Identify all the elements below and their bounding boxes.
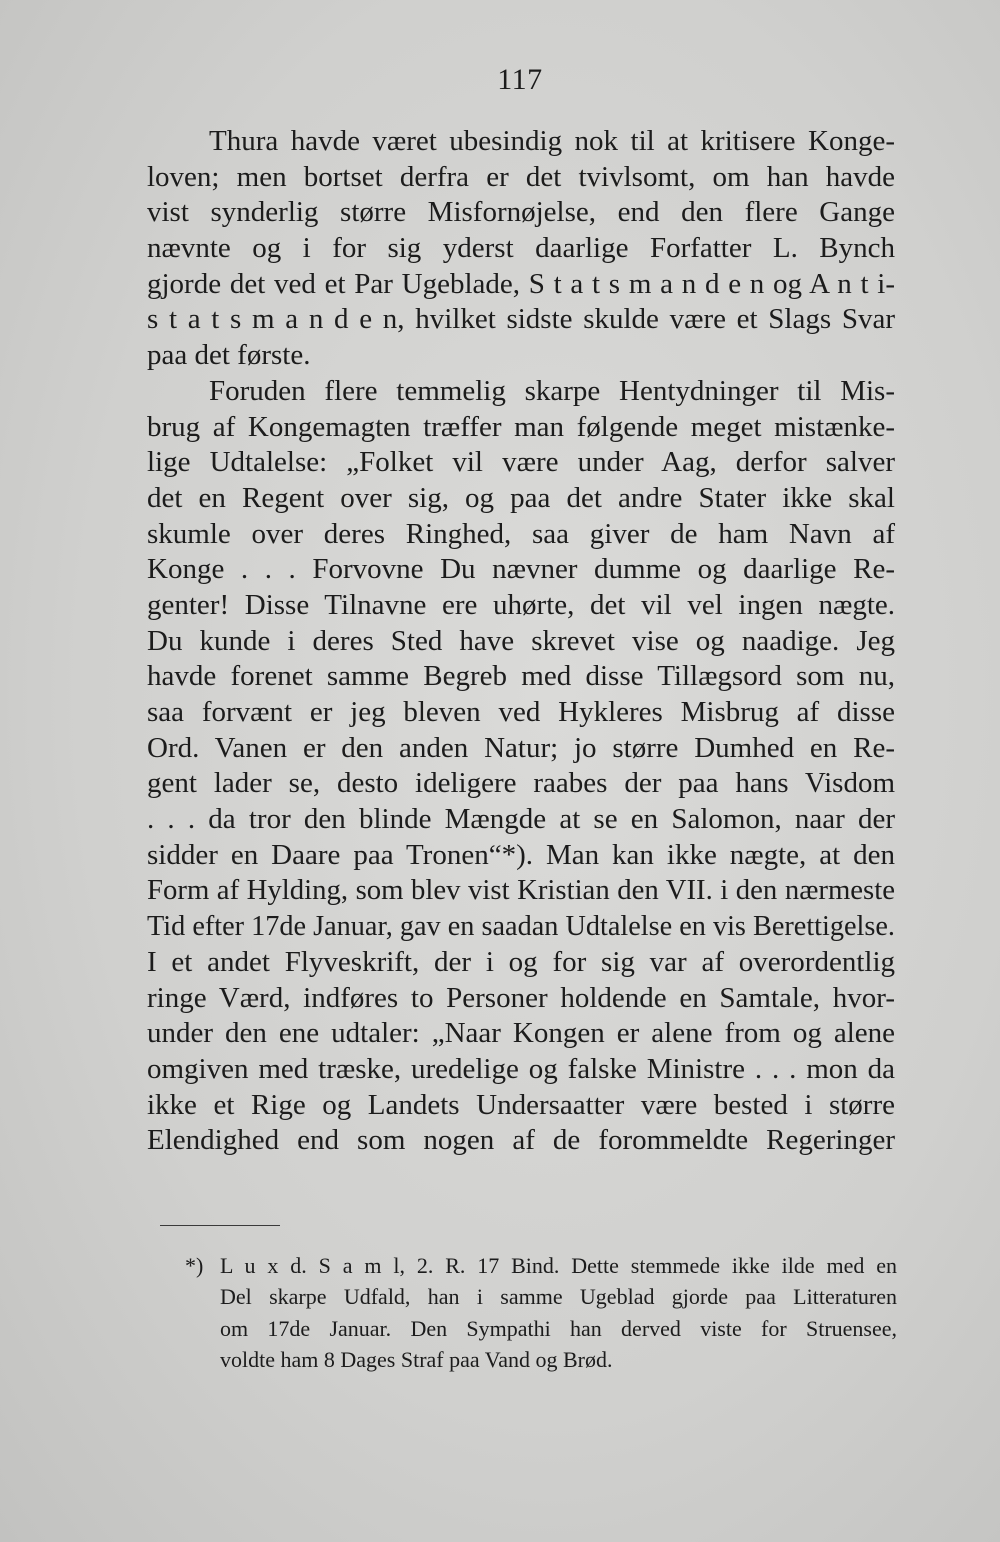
text-line: gjorde det ved et Par Ugeblade, S t a t s m a n d e n og A n t i- (147, 267, 895, 300)
text-line: Form af Hylding, som blev vist Kristian den VII. i den nærmeste (147, 874, 895, 907)
text-line: . . . da tror den blinde Mængde at se en Salomon, naar der (147, 803, 895, 836)
text-line: genter! Disse Tilnavne ere uhørte, det vil vel ingen nægte. (147, 588, 895, 621)
text-line: brug af Kongemagten træffer man følgende meget mistænke- (147, 410, 895, 443)
text-line: gent lader se, desto ideligere raabes der paa hans Visdom (147, 767, 895, 800)
text-line: Elendighed end som nogen af de forommeldte Regeringer (147, 1124, 895, 1157)
text-line: Tid efter 17de Januar, gav en saadan Udtalelse en vis Berettigelse. (147, 911, 895, 943)
text-line: under den ene udtaler: „Naar Kongen er alene from og alene (147, 1017, 895, 1050)
footnote-line (185, 1250, 897, 1281)
text-line: vist synderlig større Misfornøjelse, end den flere Gange (147, 196, 895, 229)
text-line: loven; men bortset derfra er det tvivlsomt, om han havde (147, 160, 895, 193)
text-line: paa det første. (147, 339, 311, 372)
body-text (147, 124, 895, 1159)
footnote-line: voldte ham 8 Dages Straf paa Vand og Brød. (220, 1346, 613, 1372)
text-line: omgiven med træske, uredelige og falske Ministre . . . mon da (147, 1052, 895, 1085)
footnote-line-text: L u x d. S a m l, 2. R. 17 Bind. Dette stemmede ikke ilde med en (220, 1253, 897, 1278)
text-line: saa forvænt er jeg bleven ved Hykleres Misbrug af disse (147, 696, 895, 728)
text-line: sidder en Daare paa Tronen“*). Man kan ikke nægte, at den (147, 838, 895, 871)
footnote-marker: *) (185, 1253, 204, 1278)
text-line: Thura havde været ubesindig nok til at kritisere Konge- (209, 125, 895, 157)
footnote-divider (160, 1225, 280, 1226)
text-line: Du kunde i deres Sted have skrevet vise og naadige. Jeg (147, 624, 895, 657)
text-line: Ord. Vanen er den anden Natur; jo større Dumhed en Re- (147, 731, 895, 764)
text-line: lige Udtalelse: „Folket vil være under Aag, derfor salver (147, 446, 895, 479)
footnote-line: Del skarpe Udfald, han i samme Ugeblad gjorde paa Litteraturen (220, 1284, 897, 1310)
text-line: havde forenet samme Begreb med disse Tillægsord som nu, (147, 660, 895, 693)
text-line: Foruden flere temmelig skarpe Hentydninger til Mis- (209, 374, 895, 407)
page-number: 117 (497, 63, 543, 96)
text-line: skumle over deres Ringhed, saa giver de ham Navn af (147, 517, 895, 550)
text-line: ringe Værd, indføres to Personer holdende en Samtale, hvor- (147, 981, 895, 1014)
text-line: ikke et Rige og Landets Undersaatter være bested i større (147, 1088, 895, 1121)
text-line: nævnte og i for sig yderst daarlige Forfatter L. Bynch (147, 232, 895, 265)
text-line: s t a t s m a n d e n, hvilket sidste skulde være et Slags Svar (147, 303, 895, 336)
footnote-line: om 17de Januar. Den Sympathi han derved viste for Struensee, (220, 1315, 897, 1341)
footnote (185, 1250, 897, 1375)
text-line: Konge . . . Forvovne Du nævner dumme og daarlige Re- (147, 553, 895, 586)
text-line: I et andet Flyveskrift, der i og for sig var af overordentlig (147, 945, 895, 978)
text-line: det en Regent over sig, og paa det andre Stater ikke skal (147, 481, 895, 514)
